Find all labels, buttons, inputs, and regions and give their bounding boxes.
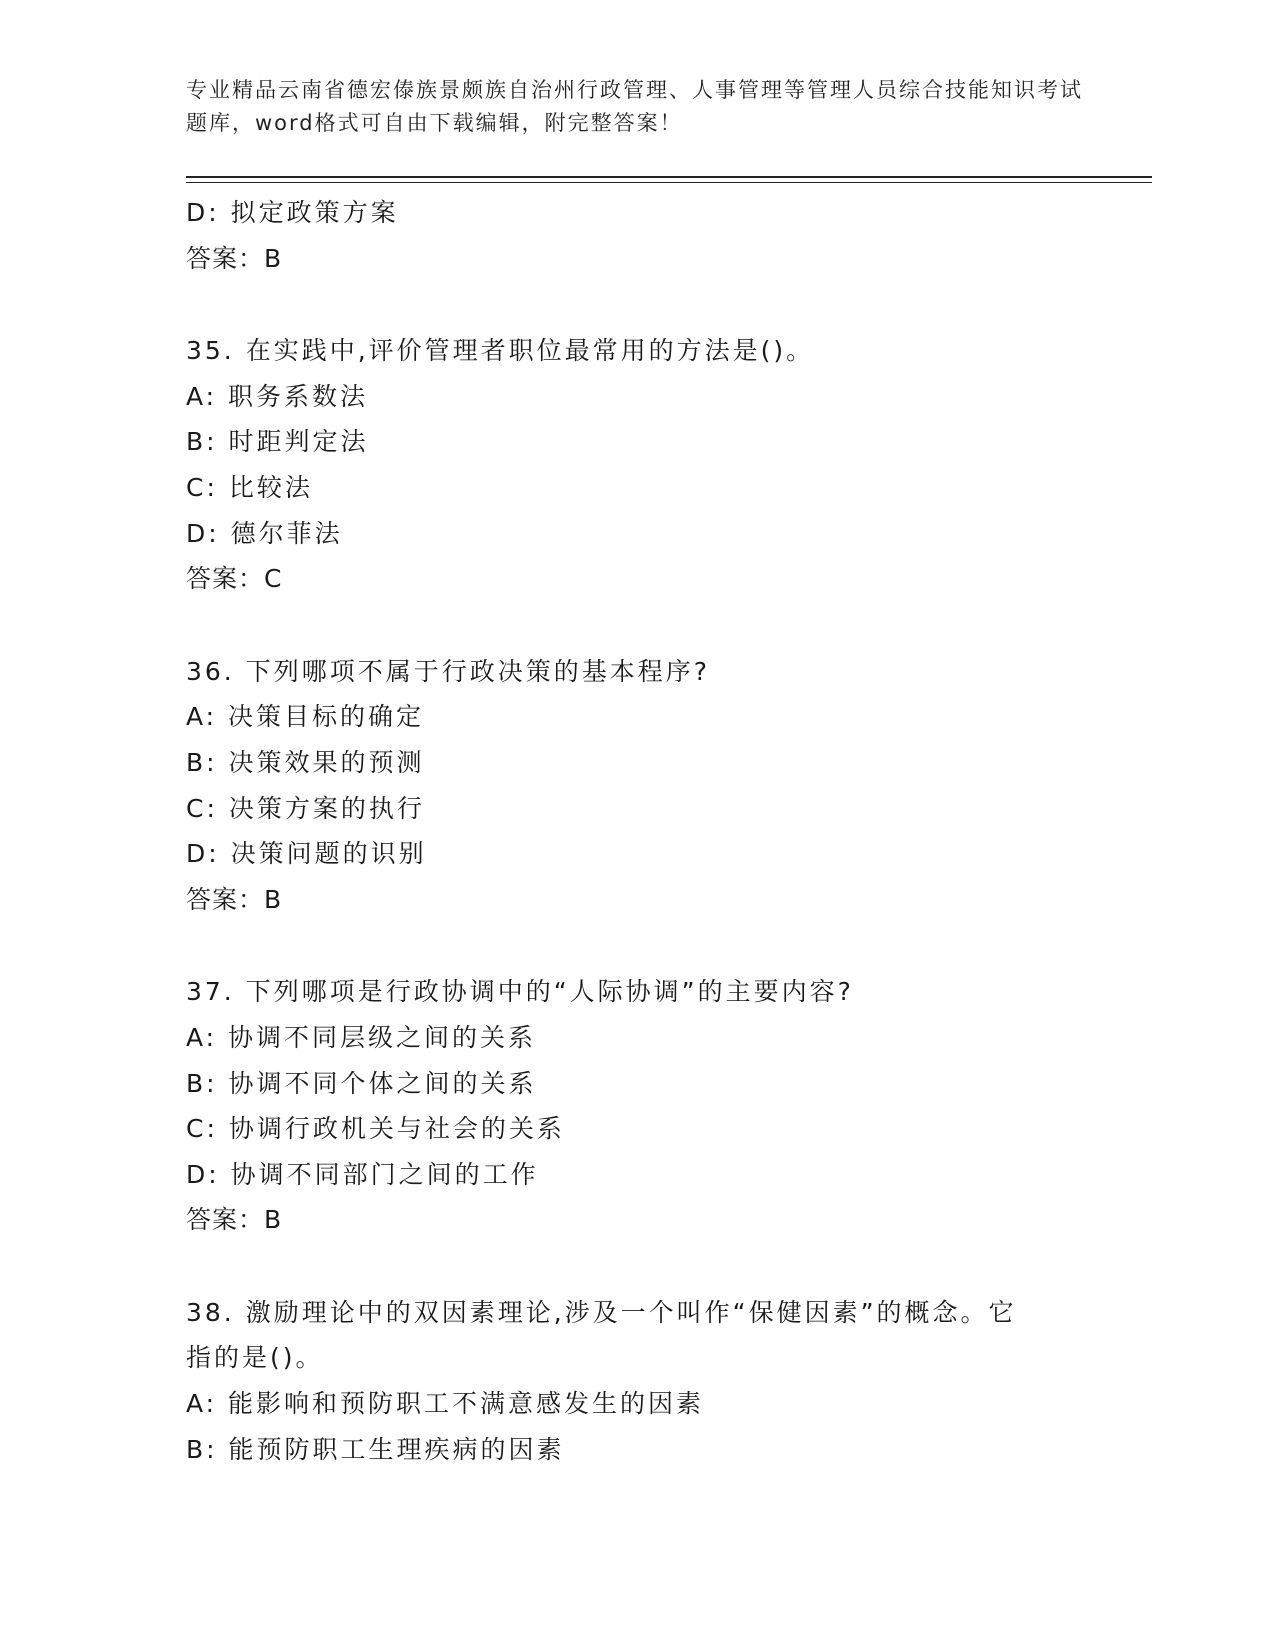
option-b: B: 时距判定法	[186, 427, 369, 457]
option-b: B: 能预防职工生理疾病的因素	[186, 1434, 565, 1464]
carryover-answer: 答案：B	[186, 243, 283, 273]
option-a: A: 能影响和预防职工不满意感发生的因素	[186, 1389, 705, 1419]
question-35	[186, 328, 1106, 602]
spacer	[186, 281, 1106, 328]
question-36	[186, 649, 1106, 923]
question-stem-line-2: 指的是()。	[186, 1343, 324, 1373]
spacer	[186, 922, 1106, 969]
option-c: C: 比较法	[186, 472, 313, 502]
answer: 答案：B	[186, 884, 283, 914]
option-d: D: 决策问题的识别	[186, 839, 427, 869]
option-a: A: 决策目标的确定	[186, 702, 425, 732]
header-rule-thick	[186, 176, 1152, 178]
question-list	[186, 190, 1106, 1472]
spacer	[186, 1243, 1106, 1290]
option-d: D: 德尔菲法	[186, 518, 343, 548]
document-header-title: 专业精品云南省德宏傣族景颇族自治州行政管理、人事管理等管理人员综合技能知识考试题库，word格式可自由下载编辑，附完整答案！	[186, 78, 1083, 135]
option-d: D: 协调不同部门之间的工作	[186, 1159, 539, 1189]
option-a: A: 协调不同层级之间的关系	[186, 1022, 537, 1052]
question-stem-line-1: 38. 激励理论中的双因素理论,涉及一个叫作“保健因素”的概念。它	[186, 1297, 1017, 1327]
option-c: C: 决策方案的执行	[186, 793, 425, 823]
question-stem: 36. 下列哪项不属于行政决策的基本程序?	[186, 656, 710, 686]
answer: 答案：C	[186, 564, 283, 594]
option-a: A: 职务系数法	[186, 381, 369, 411]
spacer	[186, 602, 1106, 649]
question-stem: 35. 在实践中,评价管理者职位最常用的方法是()。	[186, 336, 815, 366]
option-c: C: 协调行政机关与社会的关系	[186, 1114, 565, 1144]
question-38	[186, 1290, 1106, 1472]
question-stem: 37. 下列哪项是行政协调中的“人际协调”的主要内容?	[186, 977, 854, 1007]
option-b: B: 协调不同个体之间的关系	[186, 1068, 537, 1098]
question-37	[186, 969, 1106, 1243]
option-b: B: 决策效果的预测	[186, 747, 425, 777]
header-rule-thin	[186, 182, 1152, 183]
answer: 答案：B	[186, 1205, 283, 1235]
carryover-option-d: D: 拟定政策方案	[186, 198, 399, 227]
